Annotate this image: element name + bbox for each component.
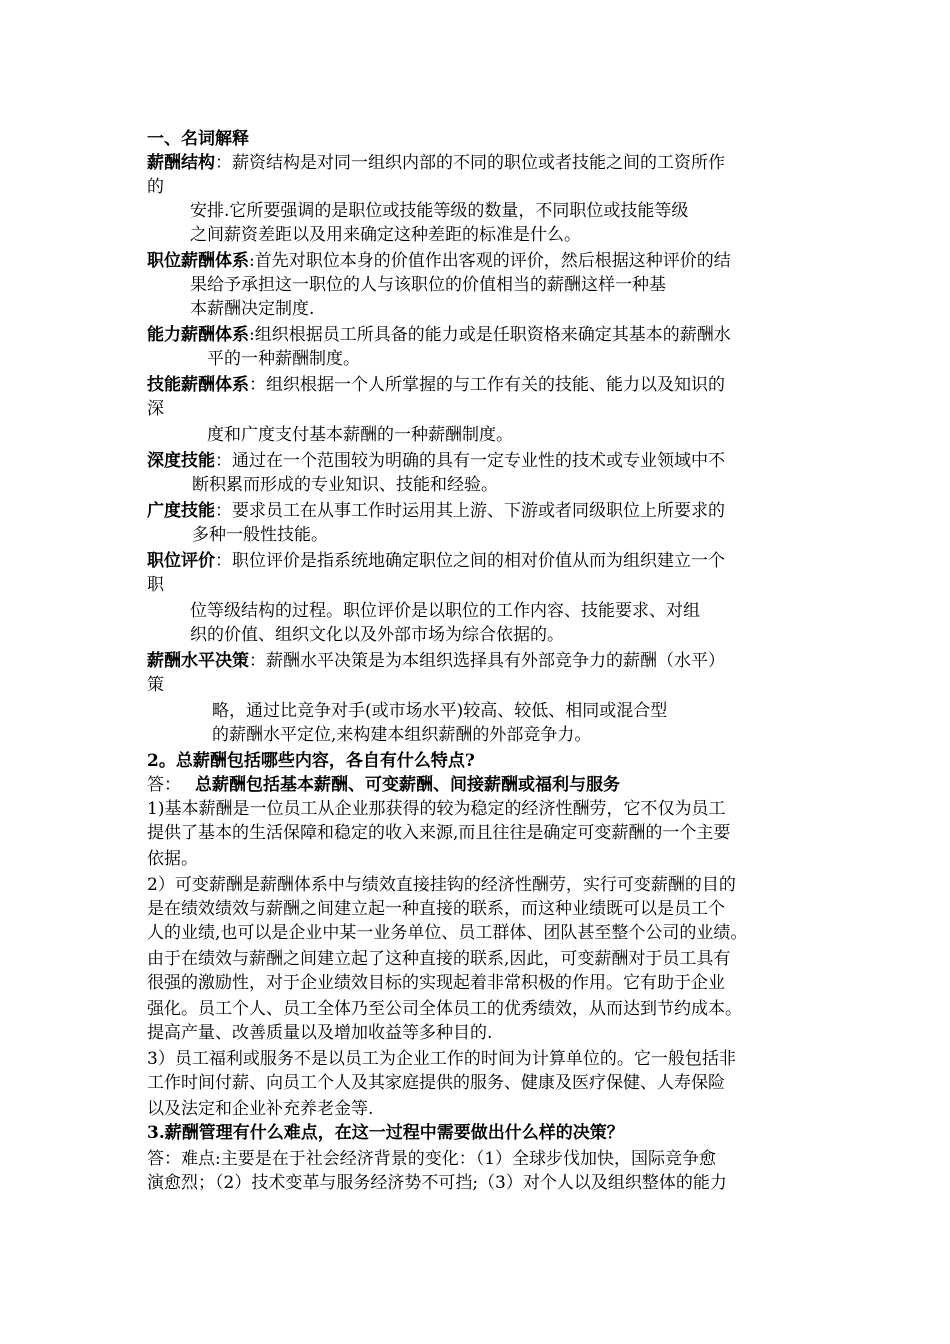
body-line: 提供了基本的生活保障和稳定的收入来源,而且往往是确定可变薪酬的一个主要 (147, 823, 731, 843)
definition-term: 职位评价 (147, 551, 215, 571)
definition-term: 职位薪酬体系 (147, 251, 249, 271)
definition-line: 策 (147, 675, 164, 695)
definition-line: 平的一种薪酬制度。 (207, 349, 360, 369)
answer-summary: 总薪酬包括基本薪酬、可变薪酬、间接薪酬或福利与服务 (195, 775, 620, 795)
definition-term: 薪酬水平决策 (147, 651, 249, 671)
definition-line: 之间薪资差距以及用来确定这种差距的标准是什么。 (190, 225, 581, 245)
definition-line: 的 (147, 177, 164, 197)
definition-line: 职 (147, 575, 164, 595)
definition-term: 能力薪酬体系 (147, 325, 249, 345)
definition-term: 广度技能 (147, 501, 215, 521)
question-heading: 2。总薪酬包括哪些内容，各自有什么特点? (147, 751, 475, 771)
body-line: 提高产量、改善质量以及增加收益等多种目的. (147, 1023, 493, 1043)
definition-term: 技能薪酬体系 (147, 375, 249, 395)
body-line: 依据。 (147, 849, 198, 869)
body-line: 演愈烈；（2）技术变革与服务经济势不可挡;（3）对个人以及组织整体的能力 (147, 1173, 727, 1193)
definition-line: 深度技能：通过在一个范围较为明确的具有一定专业性的技术或专业领域中不 (147, 451, 725, 471)
definition-line: 果给予承担这一职位的人与该职位的价值相当的薪酬这样一种基 (190, 275, 666, 295)
definition-line: 职位评价：职位评价是指系统地确定职位之间的相对价值从而为组织建立一个 (147, 551, 725, 571)
section-heading: 一、名词解释 (147, 129, 249, 149)
definition-line: 断积累而形成的专业知识、技能和经验。 (192, 475, 498, 495)
definition-line: 度和广度支付基本薪酬的一种薪酬制度。 (207, 425, 513, 445)
body-line: 以及法定和企业补充养老金等. (147, 1099, 374, 1119)
definition-line: 的薪酬水平定位,来构建本组织薪酬的外部竞争力。 (212, 725, 592, 745)
definition-term: 深度技能 (147, 451, 215, 471)
definition-line: 位等级结构的过程。职位评价是以职位的工作内容、技能要求、对组 (190, 601, 700, 621)
body-line: 1)基本薪酬是一位员工从企业那获得的较为稳定的经济性酬劳，它不仅为员工 (147, 799, 726, 819)
body-line: 工作时间付薪、向员工个人及其家庭提供的服务、健康及医疗保健、人寿保险 (147, 1073, 725, 1093)
definition-line: 多种一般性技能。 (192, 525, 328, 545)
definition-line: 本薪酬决定制度. (190, 299, 315, 319)
body-line: 很强的激励性，对于企业绩效目标的实现起着非常积极的作用。它有助于企业 (147, 973, 725, 993)
answer-intro: 答： 总薪酬包括基本薪酬、可变薪酬、间接薪酬或福利与服务 (147, 775, 620, 795)
definition-line: 薪酬水平决策：薪酬水平决策是为本组织选择具有外部竞争力的薪酬（水平） (147, 651, 725, 671)
definition-line: 技能薪酬体系：组织根据一个人所掌握的与工作有关的技能、能力以及知识的 (147, 375, 725, 395)
definition-line: 略，通过比竞争对手(或市场水平)较高、较低、相同或混合型 (212, 701, 668, 721)
body-line: 是在绩效绩效与薪酬之间建立起一种直接的联系，而这种业绩既可以是员工个 (147, 899, 725, 919)
definition-line: 薪酬结构：薪资结构是对同一组织内部的不同的职位或者技能之间的工资所作 (147, 153, 725, 173)
body-line: 由于在绩效与薪酬之间建立起了这种直接的联系,因此，可变薪酬对于员工具有 (147, 949, 731, 969)
body-line: 2）可变薪酬是薪酬体系中与绩效直接挂钩的经济性酬劳，实行可变薪酬的目的 (147, 875, 736, 895)
question-heading: 3.薪酬管理有什么难点，在这一过程中需要做出什么样的决策？ (147, 1123, 624, 1143)
definition-line: 深 (147, 399, 164, 419)
definition-term: 薪酬结构 (147, 153, 215, 173)
body-line: 3）员工福利或服务不是以员工为企业工作的时间为计算单位的。它一般包括非 (147, 1049, 736, 1069)
definition-line: 职位薪酬体系:首先对职位本身的价值作出客观的评价，然后根据这种评价的结 (147, 251, 731, 271)
body-line: 人的业绩,也可以是企业中某一业务单位、员工群体、团队甚至整个公司的业绩。 (147, 923, 748, 943)
definition-line: 能力薪酬体系:组织根据员工所具备的能力或是任职资格来确定其基本的薪酬水 (147, 325, 731, 345)
body-line: 强化。员工个人、员工全体乃至公司全体员工的优秀绩效，从而达到节约成本。 (147, 999, 742, 1019)
definition-line: 广度技能：要求员工在从事工作时运用其上游、下游或者同级职位上所要求的 (147, 501, 725, 521)
definition-line: 织的价值、组织文化以及外部市场为综合依据的。 (190, 625, 564, 645)
body-line: 答：难点:主要是在于社会经济背景的变化：（1）全球步伐加快，国际竞争愈 (147, 1149, 717, 1169)
definition-line: 安排.它所要强调的是职位或技能等级的数量，不同职位或技能等级 (190, 201, 689, 221)
